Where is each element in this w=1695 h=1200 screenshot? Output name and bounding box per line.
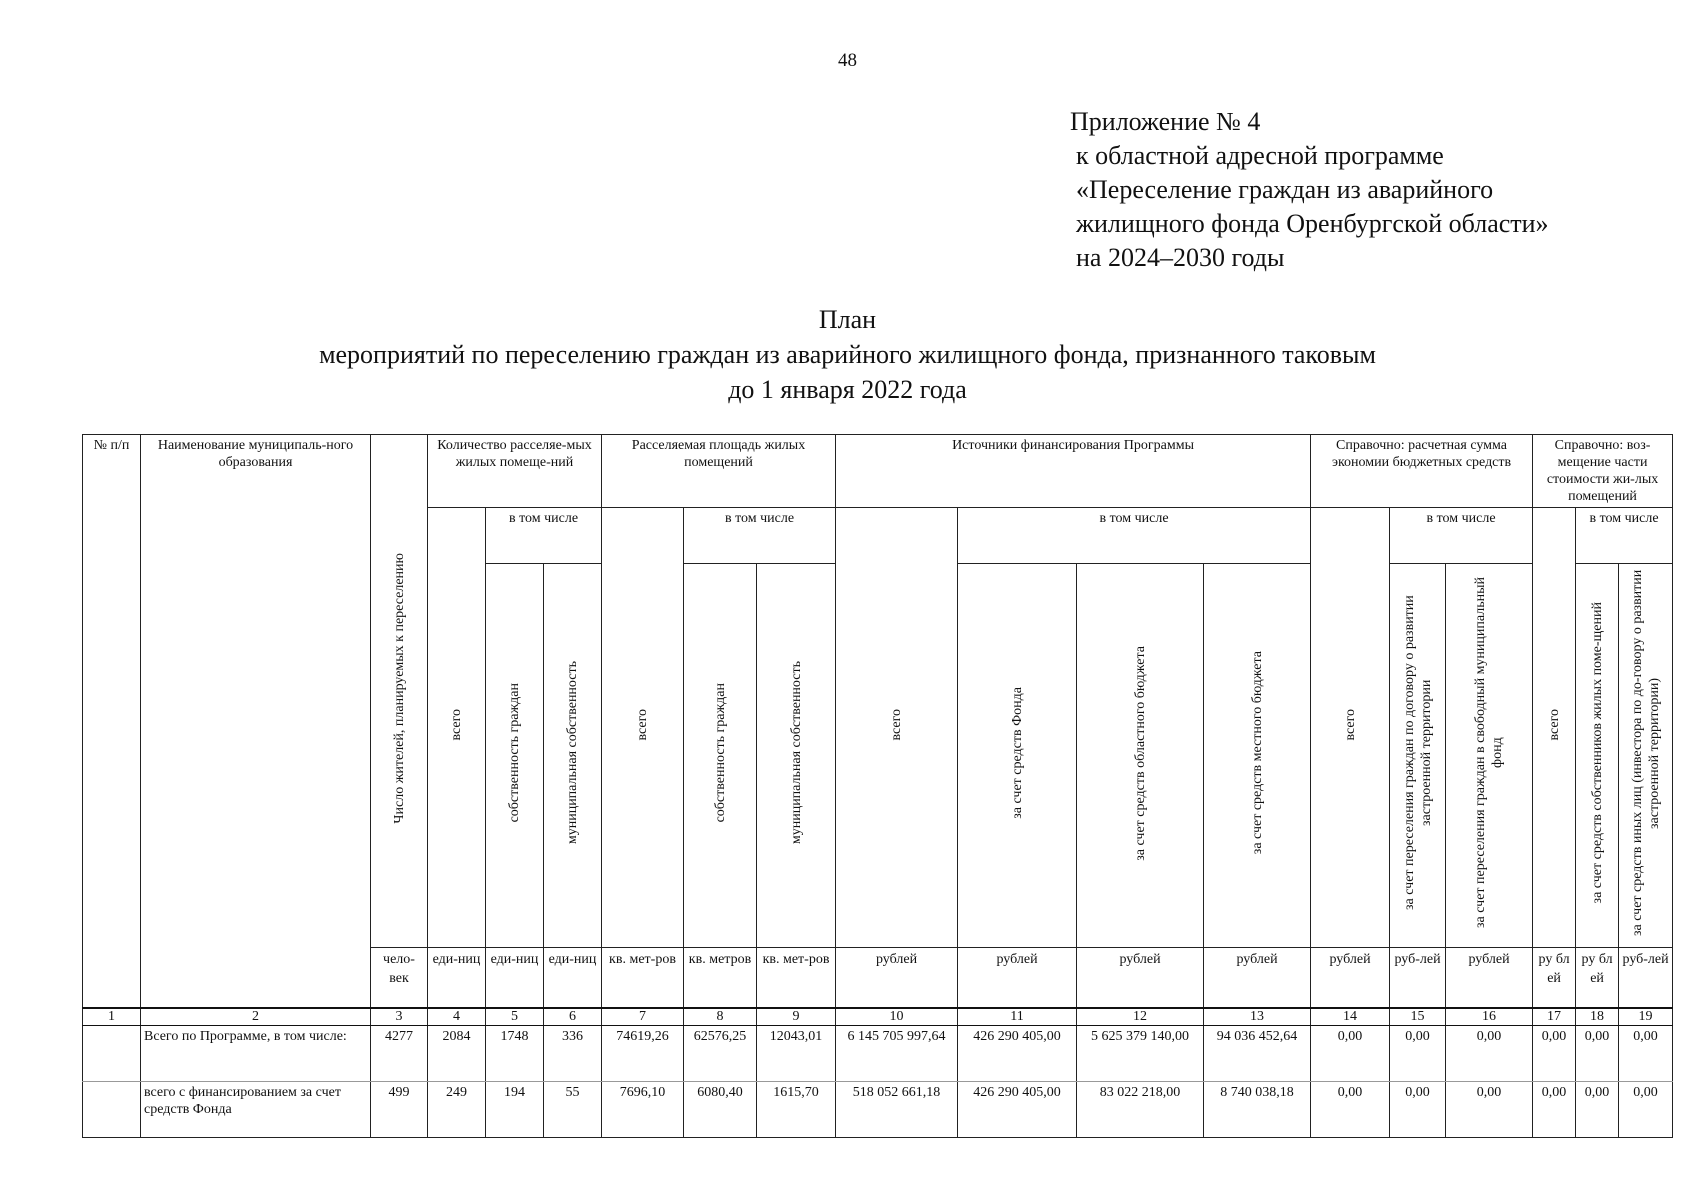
header-count-citizen: собственность граждан [486,564,544,948]
cell: 0,00 [1533,1081,1576,1137]
cell: 0,00 [1619,1081,1673,1137]
cell: 55 [544,1081,602,1137]
column-numbers-row [83,1008,1673,1026]
unit-cell: руб-лей [1390,948,1446,1008]
column-number: 18 [1576,1008,1619,1026]
unit-cell: руб-лей [1619,948,1673,1008]
header-area-citizen: собственность граждан [684,564,757,948]
cell: 336 [544,1025,602,1081]
page-number: 48 [838,50,857,71]
header-area-municipal: муниципальная собственность [757,564,836,948]
cell: 0,00 [1619,1025,1673,1081]
unit-cell: рублей [958,948,1077,1008]
cell: 1615,70 [757,1081,836,1137]
cell: 0,00 [1311,1081,1390,1137]
header-area-total: всего [602,508,684,948]
unit-cell: еди-ниц [544,948,602,1008]
cell: 7696,10 [602,1081,684,1137]
header-count-group: Количество расселяе-мых жилых помеще-ний [428,435,602,508]
cell: 0,00 [1311,1025,1390,1081]
appendix-line-3: «Переселение граждан из аварийного [1076,175,1494,204]
cell: 4277 [371,1025,428,1081]
cell: 426 290 405,00 [958,1081,1077,1137]
column-number: 10 [836,1008,958,1026]
header-compensation-investors: за счет средств иных лиц (инвестора по до-говору о развитии застроенной территории) [1619,564,1673,948]
plan-subtitle: мероприятий по переселению граждан из аварийного жилищного фонда, признанного таковым [319,340,1376,369]
cell: 62576,25 [684,1025,757,1081]
cell: 0,00 [1390,1081,1446,1137]
row-name: всего с финансированием за счет средств Фонда [141,1081,371,1137]
cell: 0,00 [1576,1081,1619,1137]
appendix-block [1070,105,1549,275]
header-savings-group: Справочно: расчетная сумма экономии бюджетных средств [1311,435,1533,508]
header-count-municipal: муниципальная собственность [544,564,602,948]
cell: 6 145 705 997,64 [836,1025,958,1081]
cell: 0,00 [1390,1025,1446,1081]
header-finance-regional: за счет средств областного бюджета [1077,564,1204,948]
header-finance-total: всего [836,508,958,948]
cell: 0,00 [1533,1025,1576,1081]
column-number: 8 [684,1008,757,1026]
column-number: 16 [1446,1008,1533,1026]
column-number: 15 [1390,1008,1446,1026]
column-number: 4 [428,1008,486,1026]
cell: 2084 [428,1025,486,1081]
header-compensation-owners: за счет средств собственников жилых поме-щений [1576,564,1619,948]
header-savings-total: всего [1311,508,1390,948]
appendix-line-1: Приложение № 4 [1070,107,1261,136]
unit-cell: чело-век [371,948,428,1008]
cell: 0,00 [1576,1025,1619,1081]
column-number: 5 [486,1008,544,1026]
cell: 194 [486,1081,544,1137]
cell: 6080,40 [684,1081,757,1137]
row-name: Всего по Программе, в том числе: [141,1025,371,1081]
table-row [83,1081,1673,1137]
column-number: 11 [958,1008,1077,1026]
column-number: 9 [757,1008,836,1026]
unit-cell: ру бл ей [1533,948,1576,1008]
cell: 0,00 [1446,1081,1533,1137]
row-no [83,1025,141,1081]
header-compensation-total: всего [1533,508,1576,948]
unit-cell: кв. мет-ров [757,948,836,1008]
cell: 426 290 405,00 [958,1025,1077,1081]
unit-cell: рублей [836,948,958,1008]
header-count-incl: в том числе [486,508,602,564]
column-number: 19 [1619,1008,1673,1026]
column-number: 7 [602,1008,684,1026]
column-number: 3 [371,1008,428,1026]
appendix-line-5: на 2024–2030 годы [1076,243,1285,272]
header-finance-incl: в том числе [958,508,1311,564]
column-number: 2 [141,1008,371,1026]
header-no: № п/п [83,435,141,1008]
unit-cell: ру бл ей [1576,948,1619,1008]
column-number: 14 [1311,1008,1390,1026]
cell: 0,00 [1446,1025,1533,1081]
header-area-incl: в том числе [684,508,836,564]
plan-date: до 1 января 2022 года [728,375,967,404]
header-area-group: Расселяемая площадь жилых помещений [602,435,836,508]
cell: 499 [371,1081,428,1137]
appendix-line-2: к областной адресной программе [1076,141,1444,170]
column-number: 13 [1204,1008,1311,1026]
cell: 5 625 379 140,00 [1077,1025,1204,1081]
unit-cell: рублей [1311,948,1390,1008]
unit-cell: рублей [1077,948,1204,1008]
column-number: 6 [544,1008,602,1026]
header-residents: Число жителей, планируемых к переселению [371,435,428,948]
cell: 518 052 661,18 [836,1081,958,1137]
unit-cell: еди-ниц [428,948,486,1008]
cell: 83 022 218,00 [1077,1081,1204,1137]
cell: 1748 [486,1025,544,1081]
cell: 94 036 452,64 [1204,1025,1311,1081]
header-compensation-incl: в том числе [1576,508,1673,564]
cell: 249 [428,1081,486,1137]
plan-table [82,434,1673,1138]
header-savings-contract: за счет переселения граждан по договору о развитии застроенной территории [1390,564,1446,948]
header-finance-local: за счет средств местного бюджета [1204,564,1311,948]
plan-title: План [818,305,877,334]
appendix-line-4: жилищного фонда Оренбургской области» [1076,209,1549,238]
column-number: 17 [1533,1008,1576,1026]
column-number: 1 [83,1008,141,1026]
unit-cell: еди-ниц [486,948,544,1008]
row-no [83,1081,141,1137]
unit-cell: рублей [1446,948,1533,1008]
cell: 12043,01 [757,1025,836,1081]
header-finance-group: Источники финансирования Программы [836,435,1311,508]
unit-cell: кв. метров [684,948,757,1008]
header-savings-free: за счет переселения граждан в свободный муниципальный фонд [1446,564,1533,948]
plan-heading [0,302,1695,407]
table-row [83,1025,1673,1081]
cell: 8 740 038,18 [1204,1081,1311,1137]
unit-cell: рублей [1204,948,1311,1008]
header-name: Наименование муниципаль-ного образования [141,435,371,1008]
cell: 74619,26 [602,1025,684,1081]
header-finance-fund: за счет средств Фонда [958,564,1077,948]
header-compensation-group: Справочно: воз-мещение части стоимости жи-лых помещений [1533,435,1673,508]
header-count-total: всего [428,508,486,948]
header-savings-incl: в том числе [1390,508,1533,564]
column-number: 12 [1077,1008,1204,1026]
unit-cell: кв. мет-ров [602,948,684,1008]
